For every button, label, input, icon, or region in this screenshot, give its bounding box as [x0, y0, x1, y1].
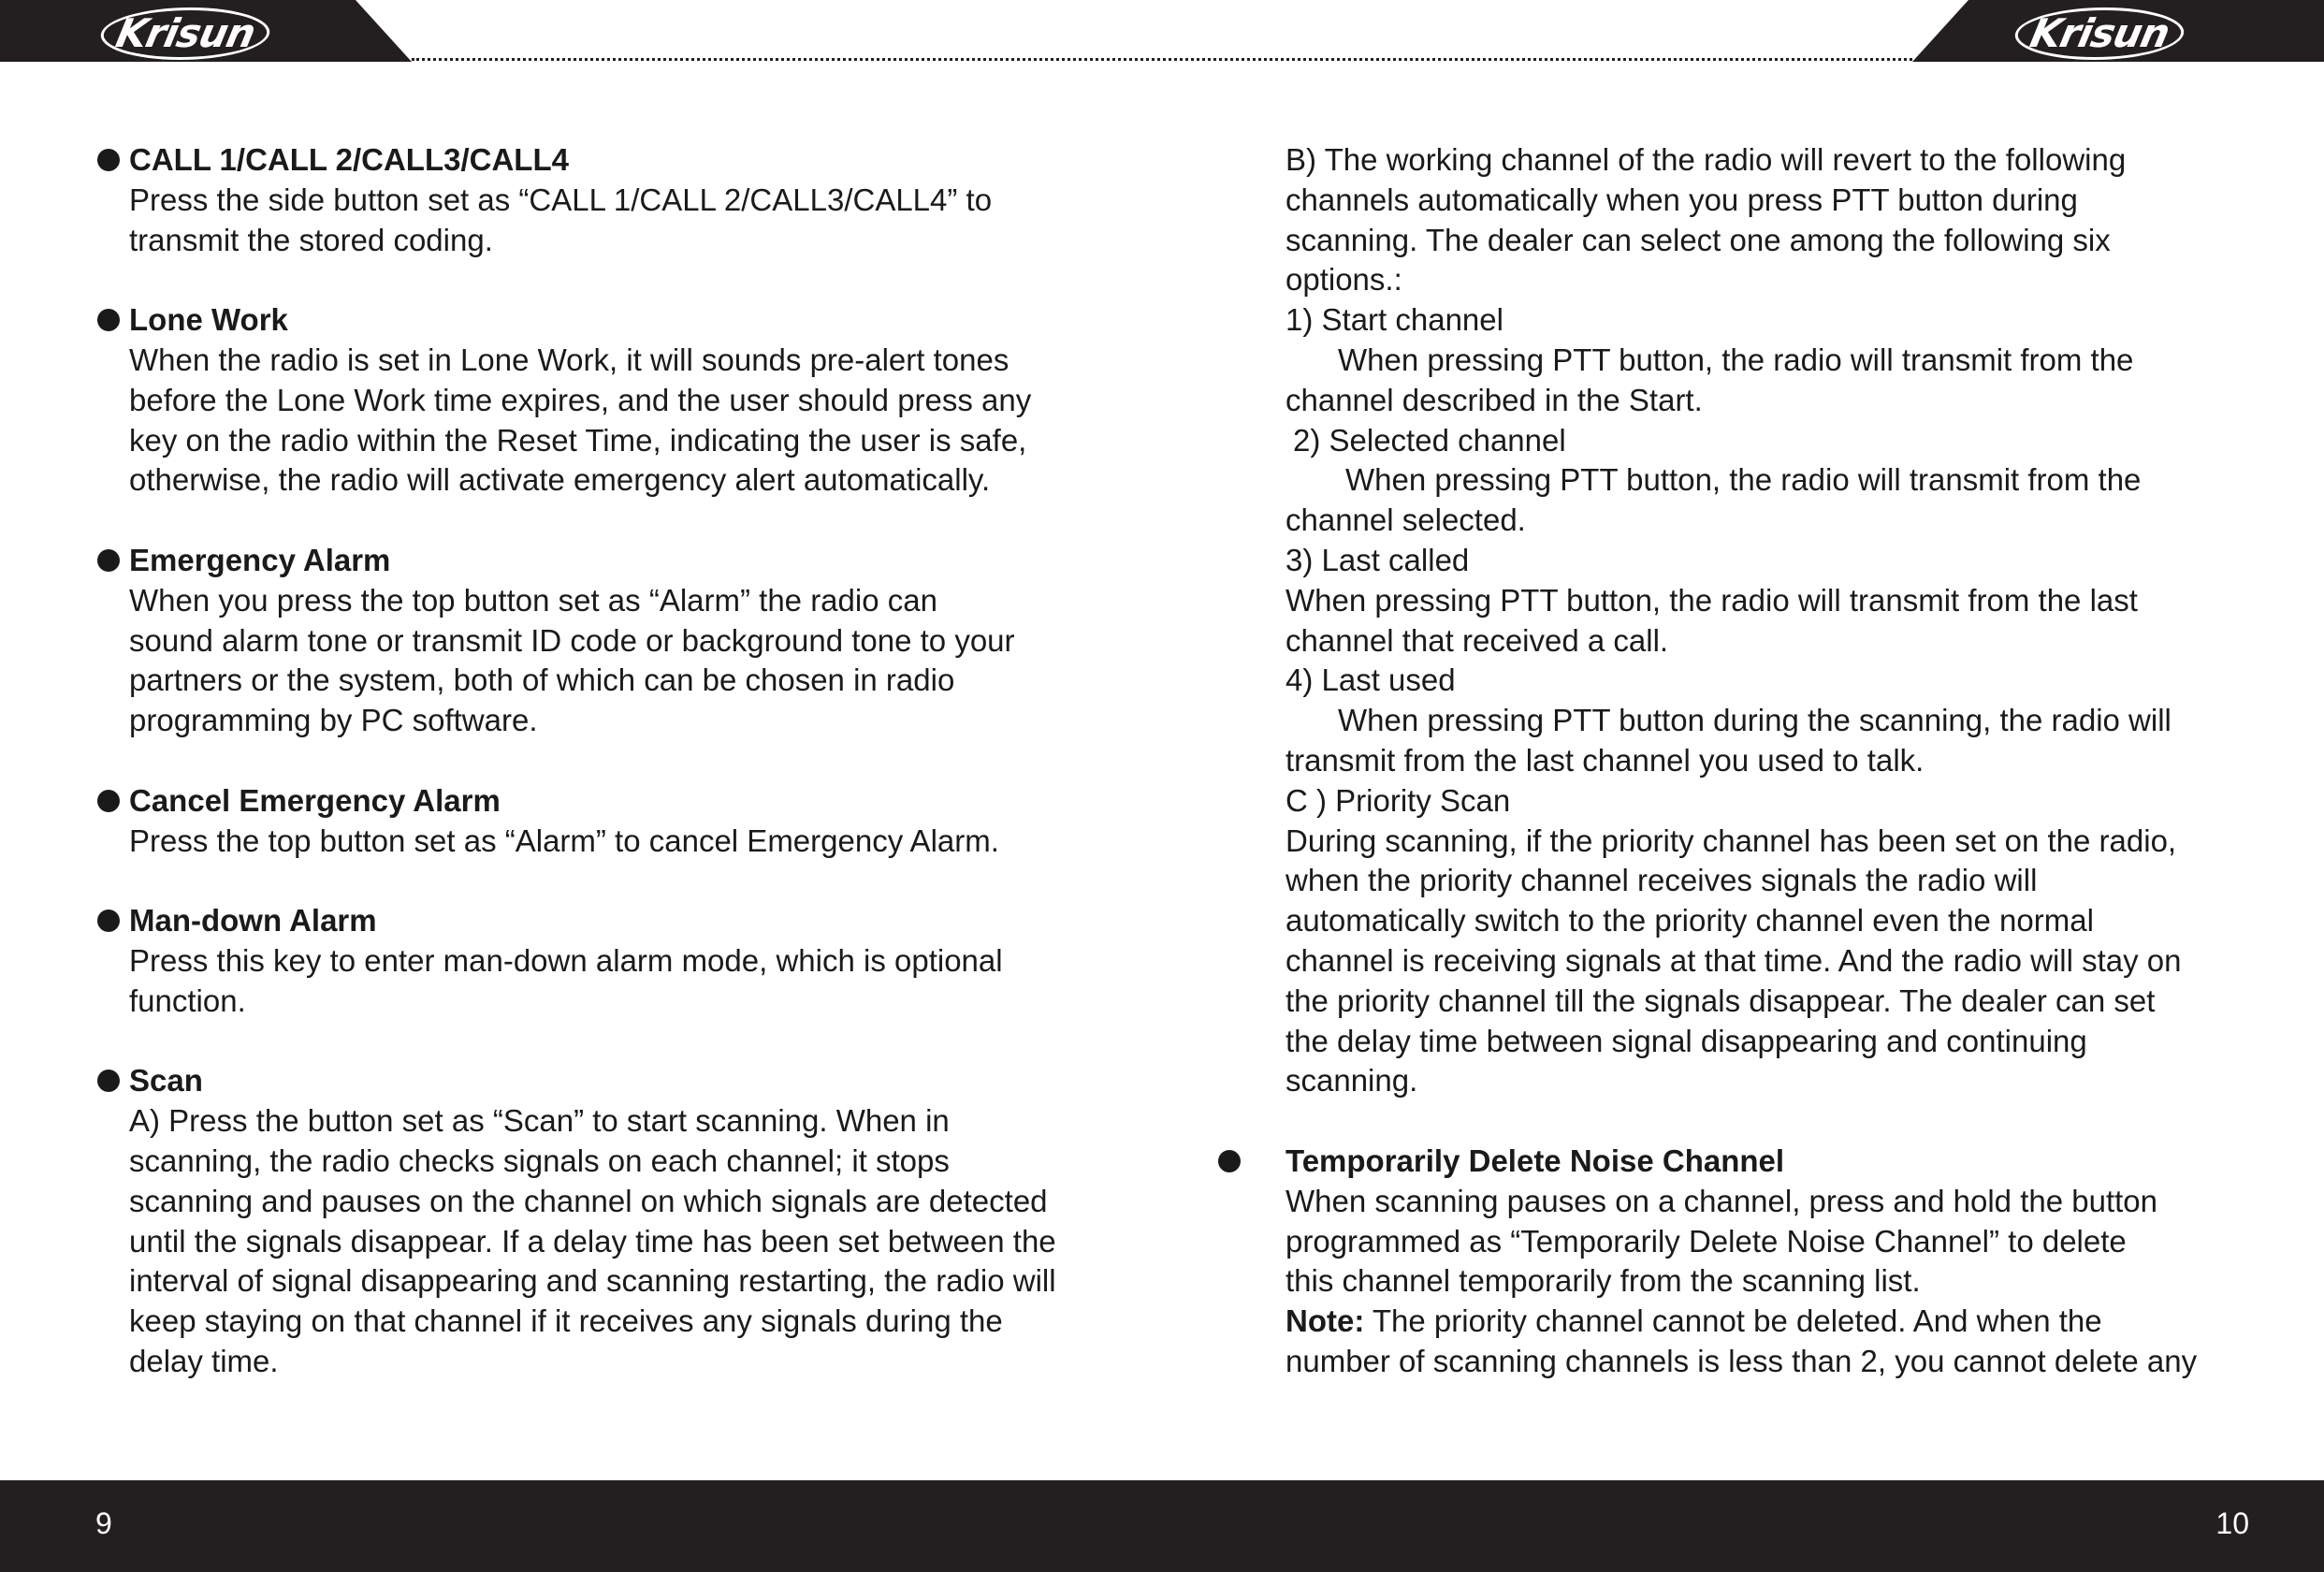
text-line: key on the radio within the Reset Time, indicating the user is safe, [129, 422, 1027, 458]
text-line: channel selected. [1285, 502, 1526, 538]
page-number-left: 9 [95, 1506, 112, 1540]
text-line: Press the top button set as “Alarm” to cancel Emergency Alarm. [129, 822, 999, 858]
text-line: channels automatically when you press PTT button during [1285, 182, 2078, 217]
section-heading: Cancel Emergency Alarm [129, 782, 501, 818]
text-line: When pressing PTT button, the radio will transmit from the [1345, 462, 2142, 498]
section-call [94, 140, 1085, 260]
text-line: scanning, the radio checks signals on each channel; it stops [129, 1143, 950, 1178]
option-heading: 4) Last used [1285, 662, 1456, 698]
text-line: When the radio is set in Lone Work, it will sounds pre-alert tones [129, 342, 1009, 377]
section-scan [94, 1061, 1085, 1381]
text-line: When pressing PTT button during the scanning, the radio will [1338, 703, 2171, 738]
text-line: channel that received a call. [1285, 622, 1669, 658]
bullet-icon [97, 149, 120, 171]
text-line: this channel temporarily from the scanning list. [1285, 1263, 1921, 1299]
text-line: Press this key to enter man-down alarm mode, which is optional [129, 942, 1003, 978]
section-heading: Emergency Alarm [129, 542, 391, 577]
bullet-icon [1218, 1150, 1241, 1172]
section-heading: Lone Work [129, 302, 288, 338]
text-line: When scanning pauses on a channel, press and hold the button [1285, 1183, 2157, 1218]
text-line: when the priority channel receives signals the radio will [1285, 863, 2038, 898]
text-line: otherwise, the radio will activate emergency alert automatically. [129, 462, 991, 498]
section-heading: Scan [129, 1063, 203, 1099]
section-lone-work [94, 300, 1085, 501]
text-line: programming by PC software. [129, 703, 538, 738]
text-line: the priority channel till the signals disappear. The dealer can set [1285, 982, 2156, 1018]
text-line: channel described in the Start. [1285, 382, 1703, 417]
page-footer [0, 1480, 2324, 1572]
text-line: When pressing PTT button, the radio will transmit from the [1338, 342, 2134, 377]
text-line: When pressing PTT button, the radio will transmit from the last [1285, 582, 2138, 618]
text-line: B) The working channel of the radio will revert to the following [1285, 142, 2127, 177]
text-line: scanning. [1285, 1063, 1418, 1099]
section-delete-noise-channel [1250, 1142, 2251, 1382]
text-line: channel is receiving signals at that time. And the radio will stay on [1285, 942, 2182, 978]
section-body [129, 181, 1085, 261]
text-line: delay time. [129, 1343, 279, 1378]
section-body [129, 581, 1085, 741]
text-line: the delay time between signal disappearing and continuing [1285, 1023, 2087, 1058]
option-heading: 2) Selected channel [1293, 422, 1566, 458]
text-line: options.: [1285, 262, 1402, 298]
option-heading: C ) Priority Scan [1285, 782, 1511, 818]
text-line: keep staying on that channel if it receives any signals during the [129, 1303, 1003, 1339]
page-number-right: 10 [2215, 1506, 2249, 1540]
note-text: The priority channel cannot be deleted. And when the [1364, 1303, 2102, 1339]
section-body [129, 341, 1085, 501]
option-heading: 3) Last called [1285, 542, 1470, 577]
section-heading: Temporarily Delete Noise Channel [1285, 1143, 1785, 1178]
text-line: number of scanning channels is less than 2, you cannot delete any [1285, 1343, 2198, 1378]
text-line: automatically switch to the priority channel even the normal [1285, 903, 2094, 939]
section-body [129, 822, 1085, 862]
text-line: partners or the system, both of which can be chosen in radio [129, 662, 955, 698]
text-line: When you press the top button set as “Alarm” the radio can [129, 582, 937, 618]
text-line: sound alarm tone or transmit ID code or background tone to your [129, 622, 1015, 658]
text-line: function. [129, 982, 246, 1018]
section-cancel-emergency-alarm [94, 781, 1085, 862]
option-heading: 1) Start channel [1285, 302, 1503, 338]
section-body [129, 941, 1085, 1022]
text-line: transmit the stored coding. [129, 222, 493, 257]
section-heading: CALL 1/CALL 2/CALL3/CALL4 [129, 142, 569, 177]
section-emergency-alarm [94, 541, 1085, 741]
text-line: interval of signal disappearing and scanning restarting, the radio will [129, 1263, 1056, 1299]
text-line: A) Press the button set as “Scan” to start scanning. When in [129, 1103, 950, 1139]
text-line: During scanning, if the priority channel has been set on the radio, [1285, 822, 2177, 858]
bullet-icon [97, 549, 120, 572]
text-line: scanning. The dealer can select one among the following six [1285, 222, 2111, 257]
text-line: Press the side button set as “CALL 1/CALL 2/CALL3/CALL4” to [129, 182, 993, 217]
bullet-icon [97, 910, 120, 932]
right-page-column [1250, 140, 2251, 1382]
brand-name: Krisun [2010, 7, 2189, 60]
bullet-icon [97, 309, 120, 331]
text-line: before the Lone Work time expires, and the user should press any [129, 382, 1032, 417]
section-body [129, 1101, 1085, 1382]
text-line: scanning and pauses on the channel on which signals are detected [129, 1183, 1048, 1218]
header-dotted-rule [412, 58, 1912, 61]
text-line: transmit from the last channel you used to talk. [1285, 742, 1925, 778]
bullet-icon [97, 1070, 120, 1092]
bullet-icon [97, 790, 120, 812]
brand-logo-right [2015, 7, 2184, 60]
brand-logo-left [101, 7, 269, 60]
section-scan-continued [1250, 140, 2251, 1101]
text-line: programmed as “Temporarily Delete Noise Channel” to delete [1285, 1223, 2127, 1259]
brand-name: Krisun [95, 7, 275, 60]
note-label: Note: [1285, 1303, 1365, 1339]
note-line [1285, 1302, 2251, 1342]
left-page-column [94, 140, 1085, 1382]
section-man-down-alarm [94, 901, 1085, 1021]
section-heading: Man-down Alarm [129, 903, 377, 939]
text-line: until the signals disappear. If a delay time has been set between the [129, 1223, 1056, 1259]
page-header [0, 0, 2324, 62]
